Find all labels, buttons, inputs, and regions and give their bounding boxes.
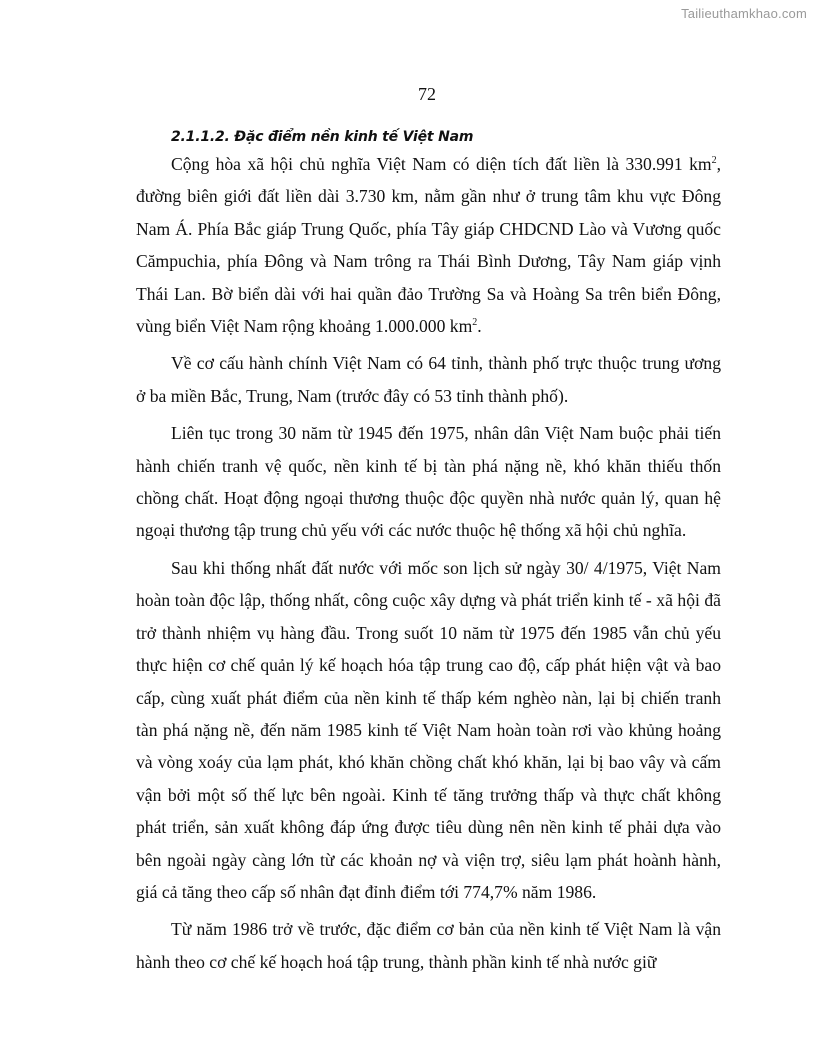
paragraph-text: . bbox=[477, 316, 482, 337]
paragraph-geography bbox=[136, 148, 721, 342]
document-body bbox=[136, 126, 721, 978]
paragraph-administration: Về cơ cấu hành chính Việt Nam có 64 tỉnh, thành phố trực thuộc trung ương ở ba miền Bắc, Trung, Nam (trước đây có 53 tỉnh thành phố). bbox=[136, 353, 721, 406]
paragraph-post-reunification: Sau khi thống nhất đất nước với mốc son lịch sử ngày 30/ 4/1975, Việt Nam hoàn toàn độc lập, thống nhất, công cuộc xây dựng và phát triển kinh tế - xã hội đã trở thành nhiệm vụ hàng đầu. Trong suốt 10 năm từ 1975 đến 1985 vẫn chủ yếu thực hiện cơ chế quản lý kế hoạch hóa tập trung cao độ, cấp phát hiện vật và bao cấp, cùng xuất phát điểm của nền kinh tế thấp kém nghèo nàn, lại bị chiến tranh tàn phá nặng nề, đến năm 1985 kinh tế Việt Nam hoàn toàn rơi vào khủng hoảng và vòng xoáy của lạm phát, khó khăn chồng chất khó khăn, lại bị bao vây và cấm vận bởi một số thế lực bên ngoài. Kinh tế tăng trưởng thấp và thực chất không phát triển, sản xuất không đáp ứng được tiêu dùng nên nền kinh tế phải dựa vào bên ngoài ngày càng lớn từ các khoản nợ và viện trợ, siêu lạm phát hoành hành, giá cả tăng theo cấp số nhân đạt đỉnh điểm tới 774,7% năm 1986. bbox=[136, 557, 721, 902]
page-number: 72 bbox=[418, 84, 436, 104]
section-heading: 2.1.1.2. Đặc điểm nền kinh tế Việt Nam bbox=[171, 129, 474, 145]
superscript: 2 bbox=[472, 317, 478, 329]
paragraph-text: , đường biên giới đất liền dài 3.730 km, nằm gần như ở trung tâm khu vực Đông Nam Á. Phía Bắc giáp Trung Quốc, phía Tây giáp CHDCND Lào và Vương quốc Cămpuchia, phía Đông và Nam trông ra Thái Bình Dương, Tây Nam giáp vịnh Thái Lan. Bờ biển dài với hai quần đảo Trường Sa và Hoàng Sa trên biển Đông, vùng biển Việt Nam rộng khoảng 1.000.000 km bbox=[136, 154, 721, 337]
paragraph-pre-1986: Từ năm 1986 trở về trước, đặc điểm cơ bản của nền kinh tế Việt Nam là vận hành theo cơ chế kế hoạch hoá tập trung, thành phần kinh tế nhà nước giữ bbox=[136, 919, 721, 972]
paragraph-text: Cộng hòa xã hội chủ nghĩa Việt Nam có diện tích đất liền là 330.991 km bbox=[171, 154, 712, 174]
superscript: 2 bbox=[711, 155, 717, 167]
watermark: Tailieuthamkhao.com bbox=[681, 6, 807, 21]
paragraph-war-period: Liên tục trong 30 năm từ 1945 đến 1975, nhân dân Việt Nam buộc phải tiến hành chiến tranh vệ quốc, nền kinh tế bị tàn phá nặng nề, khó khăn thiếu thốn chồng chất. Hoạt động ngoại thương thuộc độc quyền nhà nước quản lý, quan hệ ngoại thương tập trung chủ yếu với các nước thuộc hệ thống xã hội chủ nghĩa. bbox=[136, 423, 721, 541]
